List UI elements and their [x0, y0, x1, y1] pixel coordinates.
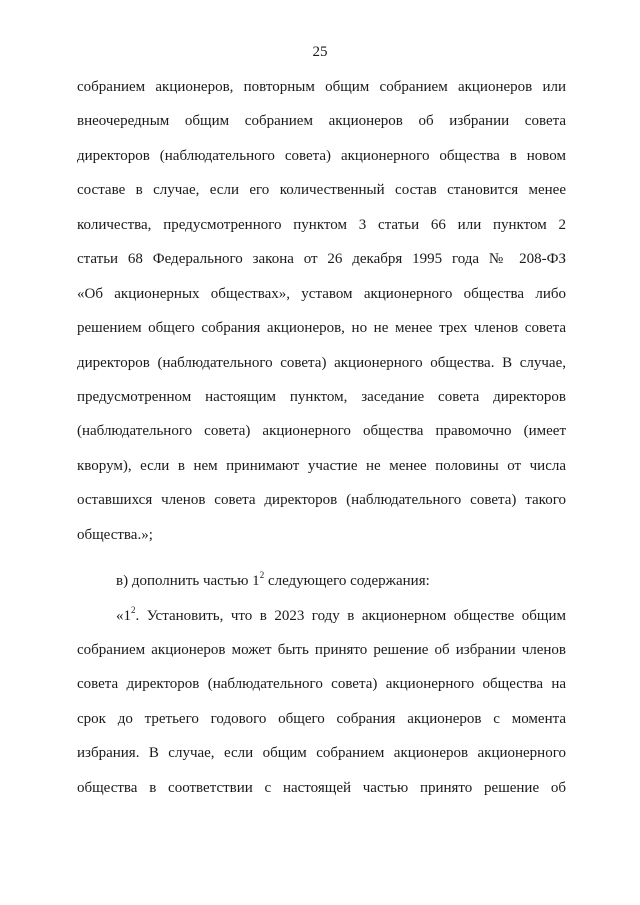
text-line: общества в соответствии с настоящей частью принято решение об: [77, 779, 566, 796]
text-line: срок до третьего годового общего собрания акционеров с момента: [77, 710, 566, 727]
text-line: (наблюдательного совета) акционерного общества правомочно (имеет: [77, 423, 566, 440]
paragraph-board-composition: [77, 76, 566, 558]
text-line: составе в случае, если его количественный состав становится менее: [77, 182, 566, 199]
text-line-first: [77, 605, 566, 639]
text-line: совета директоров (наблюдательного совета) акционерного общества на: [77, 676, 566, 693]
text-line: общества.»;: [77, 526, 153, 543]
paragraph-amendment-intro: [77, 570, 566, 604]
text-line: «Об акционерных обществах», уставом акционерного общества либо: [77, 285, 566, 302]
document-body: [77, 76, 566, 811]
text-line: оставшихся членов совета директоров (наблюдательного совета) такого: [77, 492, 566, 509]
new-part-superscript: 2: [131, 604, 136, 615]
text-line: количества, предусмотренного пунктом 3 статьи 66 или пунктом 2: [77, 216, 566, 233]
amendment-intro-suffix: следующего содержания:: [264, 573, 430, 590]
text-line: избрания. В случае, если общим собранием акционеров акционерного: [77, 745, 566, 762]
text-line: собранием акционеров может быть принято решение об избрании членов: [77, 642, 566, 658]
text-line: статьи 68 Федерального закона от 26 декабря 1995 года № 208-ФЗ: [77, 251, 566, 268]
page-number: 25: [312, 44, 328, 60]
text-line: внеочередным общим собранием акционеров об избрании совета: [77, 113, 566, 130]
text-line: директоров (наблюдательного совета) акционерного общества в новом: [77, 147, 566, 164]
new-part-suffix: . Установить, что в 2023 году в акционерном обществе общим: [135, 607, 566, 624]
amendment-intro-superscript: 2: [259, 570, 265, 581]
text-line: предусмотренном настоящим пунктом, заседание совета директоров: [77, 388, 566, 405]
amendment-intro-prefix: в) дополнить частью 1: [116, 573, 260, 590]
text-line: решением общего собрания акционеров, но не менее трех членов совета: [77, 320, 566, 337]
text-line: собранием акционеров, повторным общим собранием акционеров или: [77, 79, 566, 95]
paragraph-new-part: [77, 605, 566, 812]
new-part-prefix: «1: [116, 607, 131, 624]
text-line: директоров (наблюдательного совета) акционерного общества. В случае,: [77, 354, 566, 371]
text-line: кворум), если в нем принимают участие не менее половины от числа: [77, 457, 566, 474]
